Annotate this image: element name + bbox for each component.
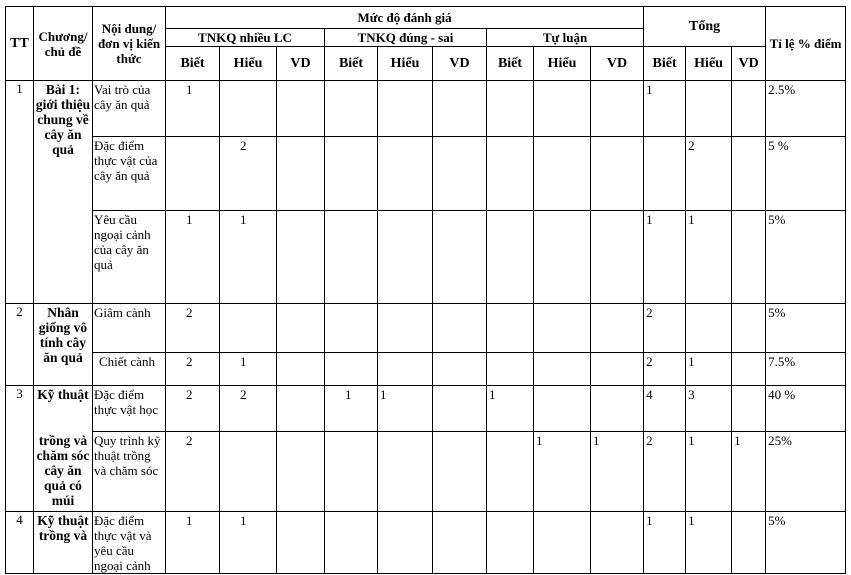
count-cell — [591, 304, 644, 353]
ratio-cell: 25% — [766, 432, 846, 512]
count-cell — [487, 137, 534, 211]
count-cell — [487, 211, 534, 304]
row-number: 1 — [6, 81, 34, 304]
count-cell — [277, 137, 325, 211]
count-cell: 2 — [644, 432, 686, 512]
count-cell — [378, 304, 433, 353]
count-cell — [591, 512, 644, 574]
count-cell: 1 — [644, 211, 686, 304]
content-cell: Vai trò của cây ăn quả — [93, 81, 166, 137]
count-cell: 1 — [644, 512, 686, 574]
content-cell: Đặc điểm thực vật của cây ăn quả — [93, 137, 166, 211]
header-group-true-false: TNKQ đúng - sai — [325, 29, 487, 47]
count-cell: 1 — [166, 211, 220, 304]
count-cell — [220, 81, 277, 137]
count-cell: 1 — [591, 432, 644, 512]
count-cell — [534, 304, 591, 353]
header-group-multiple-choice: TNKQ nhiều LC — [166, 29, 325, 47]
count-cell — [534, 137, 591, 211]
count-cell: 1 — [166, 81, 220, 137]
count-cell — [277, 211, 325, 304]
count-cell — [433, 432, 487, 512]
count-cell: 2 — [166, 304, 220, 353]
ratio-cell: 7.5% — [766, 353, 846, 386]
count-cell — [591, 137, 644, 211]
header-biet: Biết — [644, 47, 686, 81]
count-cell — [686, 81, 732, 137]
topic-cell: Bài 1: giới thiệu chung về cây ăn quả — [34, 81, 93, 304]
count-cell — [534, 386, 591, 432]
header-vd: VD — [277, 47, 325, 81]
count-cell — [277, 353, 325, 386]
count-cell — [591, 386, 644, 432]
header-assessment-level: Mức độ đánh giá — [166, 7, 644, 29]
header-biet: Biết — [487, 47, 534, 81]
count-cell: 2 — [644, 304, 686, 353]
header-biet: Biết — [166, 47, 220, 81]
content-cell: Chiết cành — [93, 353, 166, 386]
count-cell — [277, 432, 325, 512]
header-tt: TT — [6, 7, 34, 81]
count-cell: 1 — [686, 512, 732, 574]
count-cell — [534, 512, 591, 574]
count-cell: 1 — [644, 81, 686, 137]
count-cell — [433, 386, 487, 432]
header-group-essay: Tự luận — [487, 29, 644, 47]
count-cell — [591, 353, 644, 386]
count-cell — [732, 81, 766, 137]
header-hieu: Hiểu — [378, 47, 433, 81]
header-vd: VD — [433, 47, 487, 81]
count-cell — [732, 386, 766, 432]
header-chapter: Chương/ chủ đề — [34, 7, 93, 81]
content-cell: Quy trình kỹ thuật trồng và chăm sóc — [93, 432, 166, 512]
count-cell — [378, 211, 433, 304]
count-cell — [686, 304, 732, 353]
header-hieu: Hiểu — [686, 47, 732, 81]
table-row — [6, 211, 846, 304]
count-cell — [534, 81, 591, 137]
count-cell — [220, 432, 277, 512]
ratio-cell: 2.5% — [766, 81, 846, 137]
header-biet: Biết — [325, 47, 378, 81]
count-cell — [433, 304, 487, 353]
count-cell: 1 — [220, 353, 277, 386]
count-cell: 1 — [487, 386, 534, 432]
count-cell: 2 — [644, 353, 686, 386]
count-cell: 1 — [220, 512, 277, 574]
count-cell: 1 — [378, 386, 433, 432]
count-cell — [166, 137, 220, 211]
count-cell — [325, 432, 378, 512]
table-row — [6, 81, 846, 137]
count-cell: 2 — [166, 386, 220, 432]
count-cell — [378, 81, 433, 137]
count-cell — [378, 512, 433, 574]
count-cell — [644, 137, 686, 211]
assessment-matrix-table — [5, 6, 846, 574]
count-cell — [325, 512, 378, 574]
count-cell — [732, 304, 766, 353]
table-row — [6, 353, 846, 386]
count-cell — [433, 353, 487, 386]
header-total: Tổng — [644, 7, 766, 47]
count-cell: 2 — [220, 137, 277, 211]
count-cell — [534, 211, 591, 304]
table-row — [6, 304, 846, 353]
count-cell — [433, 512, 487, 574]
count-cell — [591, 81, 644, 137]
count-cell — [277, 386, 325, 432]
count-cell — [732, 353, 766, 386]
count-cell — [433, 211, 487, 304]
count-cell — [378, 353, 433, 386]
count-cell — [487, 353, 534, 386]
header-content: Nội dung/đơn vị kiến thức — [93, 7, 166, 81]
content-cell: Đặc điểm thực vật và yêu cầu ngoại cảnh — [93, 512, 166, 574]
count-cell — [277, 304, 325, 353]
topic-cell: Nhân giống vô tính cây ăn quả — [34, 304, 93, 386]
header-score-ratio: Tỉ lệ % điểm — [766, 7, 846, 81]
count-cell — [325, 353, 378, 386]
content-cell: Đặc điểm thực vật học — [93, 386, 166, 432]
count-cell — [487, 81, 534, 137]
topic-cell: Kỹ thuật trồng và — [34, 512, 93, 574]
count-cell — [487, 512, 534, 574]
count-cell: 4 — [644, 386, 686, 432]
table-row — [6, 432, 846, 512]
table-row — [6, 512, 846, 574]
content-cell: Giâm cành — [93, 304, 166, 353]
header-hieu: Hiểu — [220, 47, 277, 81]
count-cell — [378, 432, 433, 512]
count-cell: 1 — [686, 432, 732, 512]
count-cell — [325, 211, 378, 304]
count-cell: 3 — [686, 386, 732, 432]
count-cell — [732, 512, 766, 574]
header-vd: VD — [591, 47, 644, 81]
topic-cell: Kỹ thuật — [34, 386, 93, 432]
table-row — [6, 137, 846, 211]
topic-cell: trồng và chăm sóc cây ăn quả có múi — [34, 432, 93, 512]
header-vd: VD — [732, 47, 766, 81]
count-cell — [325, 304, 378, 353]
count-cell — [732, 137, 766, 211]
count-cell — [378, 137, 433, 211]
count-cell: 1 — [534, 432, 591, 512]
count-cell — [220, 304, 277, 353]
count-cell — [534, 353, 591, 386]
count-cell: 1 — [220, 211, 277, 304]
count-cell: 2 — [166, 432, 220, 512]
count-cell: 1 — [732, 432, 766, 512]
count-cell — [591, 211, 644, 304]
count-cell: 2 — [686, 137, 732, 211]
ratio-cell: 5% — [766, 211, 846, 304]
count-cell: 1 — [325, 386, 378, 432]
count-cell — [325, 137, 378, 211]
header-hieu: Hiểu — [534, 47, 591, 81]
count-cell: 1 — [686, 211, 732, 304]
row-number: 4 — [6, 512, 34, 574]
ratio-cell: 5% — [766, 512, 846, 574]
count-cell — [732, 211, 766, 304]
count-cell — [433, 137, 487, 211]
ratio-cell: 5 % — [766, 137, 846, 211]
count-cell — [487, 432, 534, 512]
count-cell — [433, 81, 487, 137]
count-cell — [487, 304, 534, 353]
count-cell: 2 — [166, 353, 220, 386]
ratio-cell: 40 % — [766, 386, 846, 432]
content-cell: Yêu cầu ngoại cảnh của cây ăn quả — [93, 211, 166, 304]
count-cell — [277, 512, 325, 574]
table-row — [6, 386, 846, 432]
row-number: 2 — [6, 304, 34, 386]
count-cell — [277, 81, 325, 137]
ratio-cell: 5% — [766, 304, 846, 353]
count-cell: 1 — [686, 353, 732, 386]
count-cell: 2 — [220, 386, 277, 432]
count-cell: 1 — [166, 512, 220, 574]
count-cell — [325, 81, 378, 137]
row-number: 3 — [6, 386, 34, 512]
